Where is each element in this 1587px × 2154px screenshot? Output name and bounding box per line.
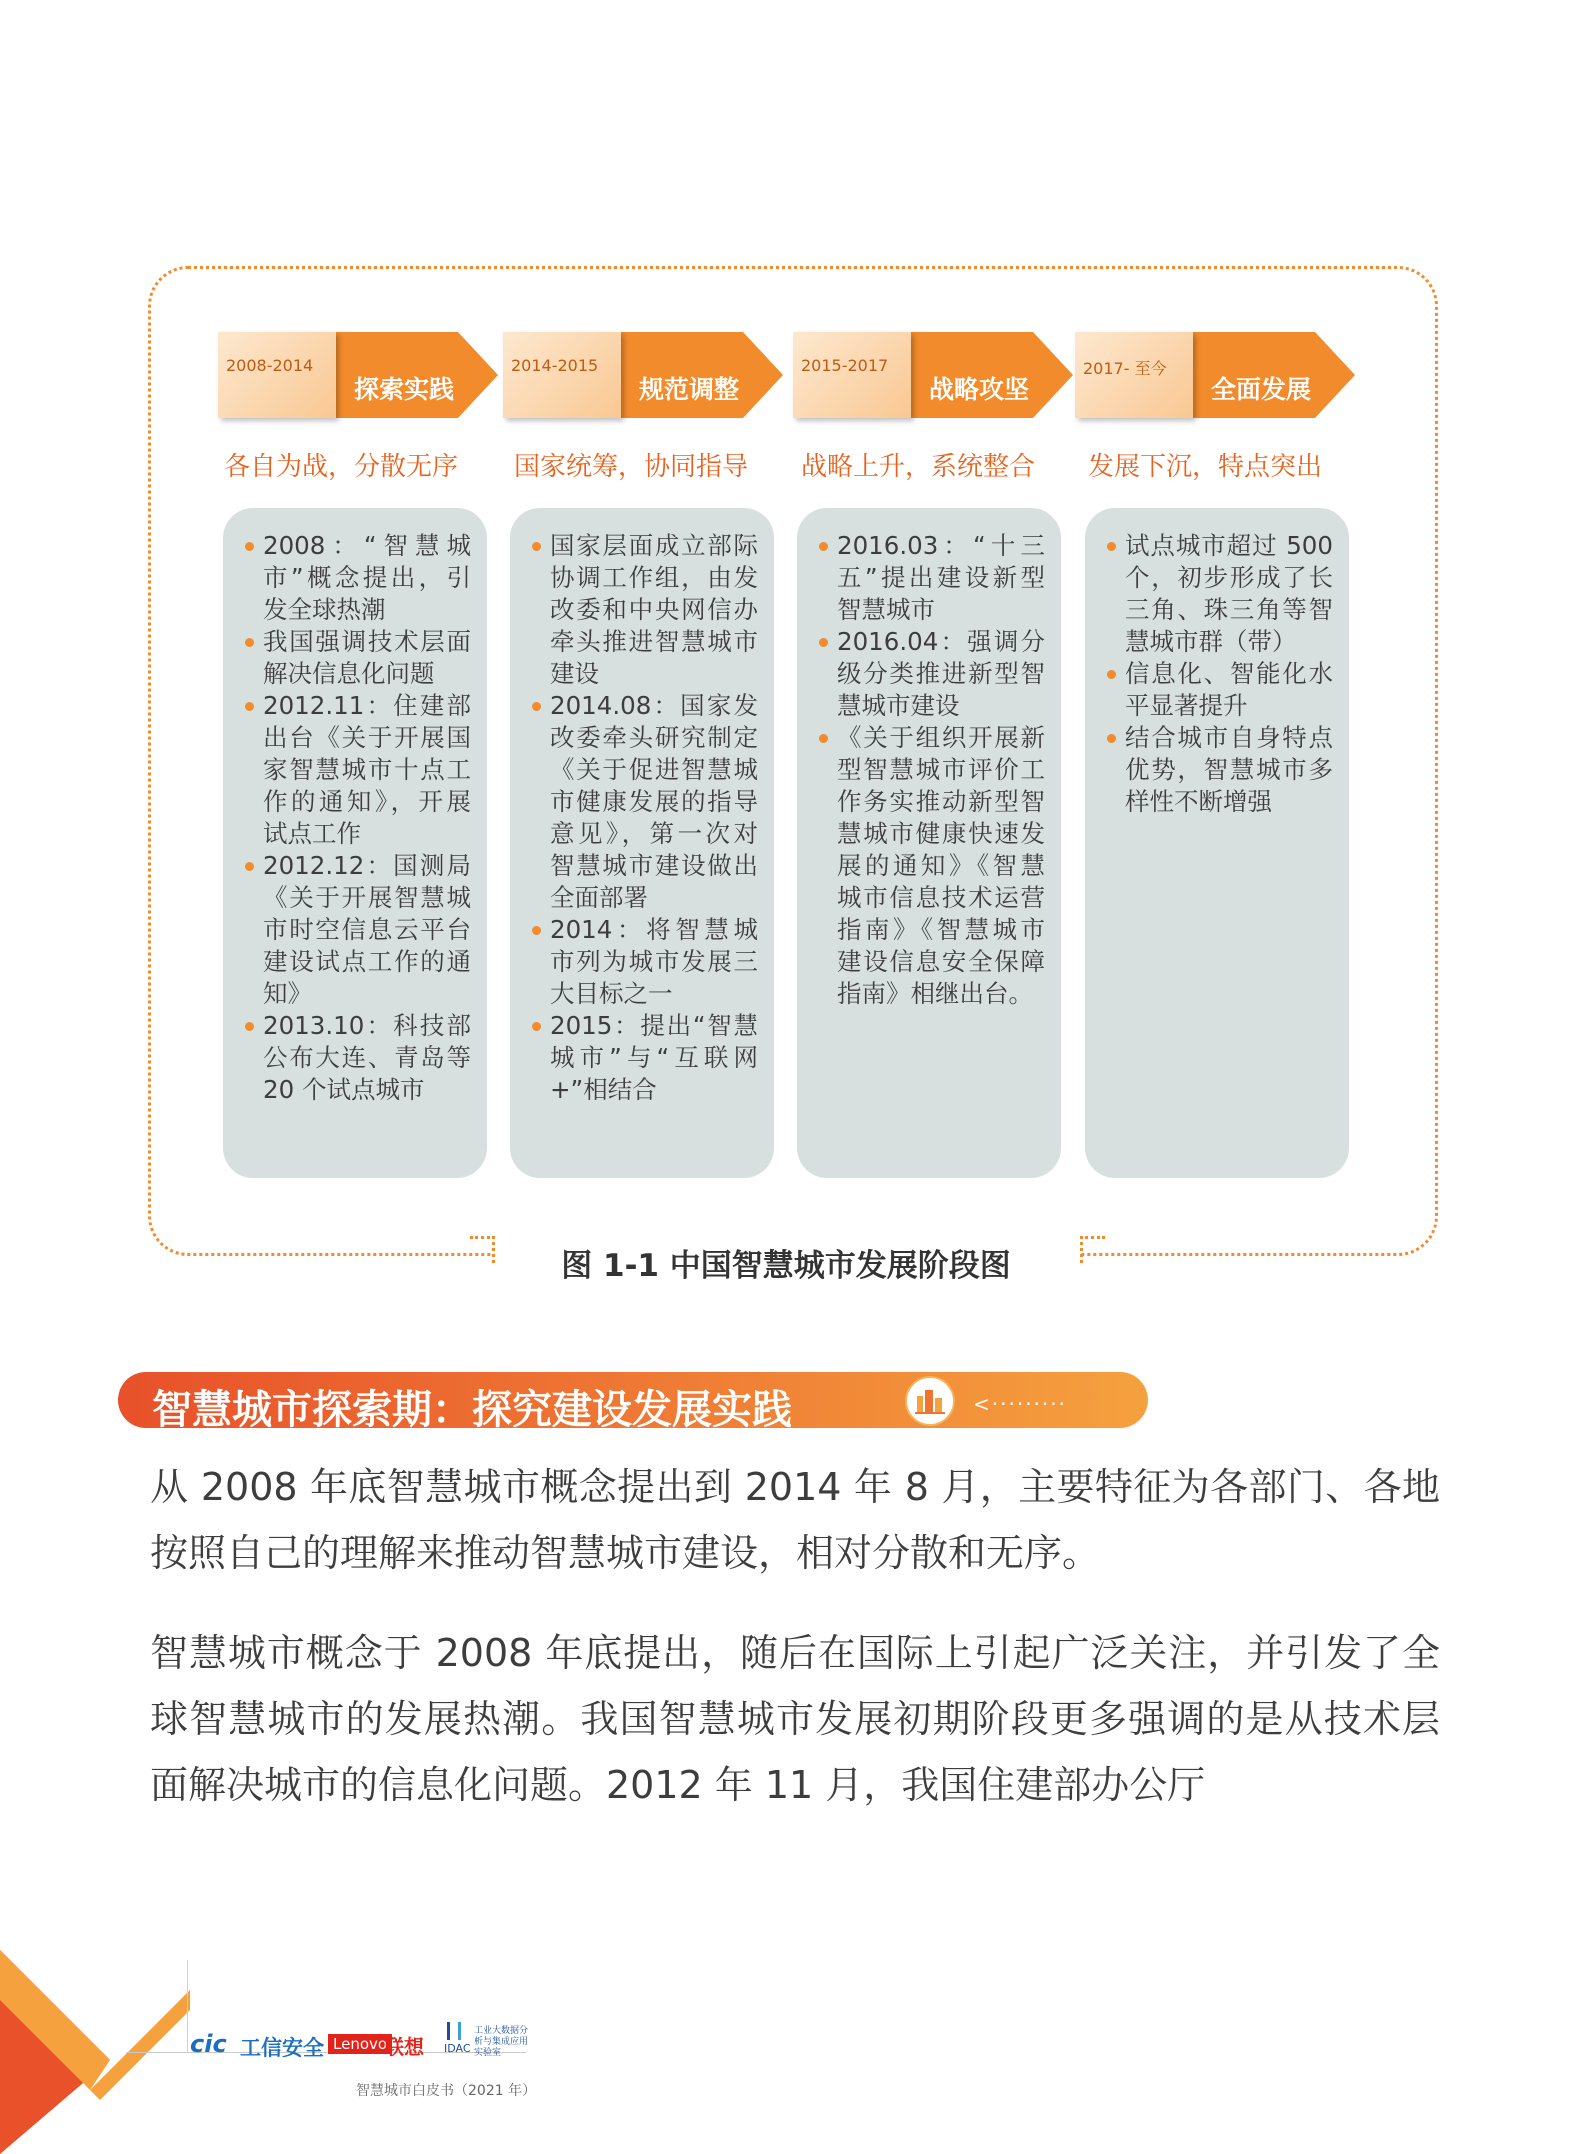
stage-years-box (218, 332, 336, 418)
stage-card-3 (797, 508, 1061, 1178)
list-item: 结合城市自身特点优势，智慧城市多样性不断增强 (1105, 722, 1333, 818)
stage-years: 2008-2014 (226, 356, 314, 375)
list-item: 2016.03：“十三五”提出建设新型智慧城市 (817, 530, 1045, 626)
lenovo-logo: Lenovo (328, 2034, 392, 2054)
stage-card-4 (1085, 508, 1349, 1178)
list-item: 信息化、智能化水平显著提升 (1105, 658, 1333, 722)
list-item: 2008：“智慧城市”概念提出，引发全球热潮 (243, 530, 471, 626)
bullet-list (817, 530, 1045, 1010)
stage-banner-2 (503, 332, 783, 418)
stage-card-2 (510, 508, 774, 1178)
page-number: 3 (146, 1985, 167, 2023)
bullet-list (530, 530, 758, 1106)
city-skyline-icon (905, 1376, 955, 1426)
frame-hook-right (1080, 1236, 1105, 1263)
stage-years: 2015-2017 (801, 356, 889, 375)
stage-banner-1 (218, 332, 498, 418)
stage-years: 2017- 至今 (1083, 359, 1167, 378)
list-item: 2014：将智慧城市列为城市发展三大目标之一 (530, 914, 758, 1010)
list-item: 2014.08：国家发改委牵头研究制定《关于促进智慧城市健康发展的指导意见》，第一次对智慧城市建设做出全面部署 (530, 690, 758, 914)
idac-logo: IDAC (444, 2042, 471, 2055)
section-title: 智慧城市探索期：探究建设发展实践 (152, 1387, 792, 1433)
list-item: 2012.11：住建部出台《关于开展国家智慧城市十点工作的通知》，开展试点工作 (243, 690, 471, 850)
list-item: 2013.10：科技部公布大连、青岛等 20 个试点城市 (243, 1010, 471, 1106)
figure-caption: 图 1-1 中国智慧城市发展阶段图 (561, 1248, 1011, 1284)
list-item: 试点城市超过 500 个，初步形成了长三角、珠三角等智慧城市群（带） (1105, 530, 1333, 658)
stage-subtitle-2: 国家统筹，协同指导 (513, 452, 748, 482)
list-item: 国家层面成立部际协调工作组，由发改委和中央网信办牵头推进智慧城市建设 (530, 530, 758, 690)
footer-divider-vertical (187, 1960, 188, 2052)
stage-years-box (503, 332, 621, 418)
stage-banner-3 (793, 332, 1073, 418)
stage-subtitle-4: 发展下沉，特点突出 (1087, 452, 1322, 482)
stage-title: 规范调整 (638, 375, 739, 404)
stage-subtitle-1: 各自为战，分散无序 (223, 452, 458, 482)
lenovo-logo-text: 联想 (384, 2035, 424, 2059)
list-item: 我国强调技术层面解决信息化问题 (243, 626, 471, 690)
stage-card-1 (223, 508, 487, 1178)
stage-years: 2014-2015 (511, 356, 599, 375)
cic-logo: cic (190, 2030, 227, 2058)
list-item: 2016.04：强调分级分类推进新型智慧城市建设 (817, 626, 1045, 722)
footer-caption: 智慧城市白皮书（2021 年） (356, 2083, 537, 2099)
stage-years-box (1075, 332, 1193, 418)
bullet-list (243, 530, 471, 1106)
idac-logo-text: 工业大数据分析与集成应用实验室 (474, 2026, 529, 2058)
body-paragraph-1: 从 2008 年底智慧城市概念提出到 2014 年 8 月，主要特征为各部门、各地按照自己的理解来推动智慧城市建设，相对分散和无序。 (150, 1465, 1440, 1575)
bullet-list (1105, 530, 1333, 818)
cic-logo-text: 工信安全 (240, 2036, 324, 2060)
stage-title: 战略攻坚 (928, 375, 1029, 404)
list-item: 《关于组织开展新型智慧城市评价工作务实推动新型智慧城市健康快速发展的通知》《智慧城市信息技术运营指南》《智慧城市建设信息安全保障指南》相继出台。 (817, 722, 1045, 1010)
list-item: 2012.12：国测局《关于开展智慧城市时空信息云平台建设试点工作的通知》 (243, 850, 471, 1010)
stage-title: 全面发展 (1210, 375, 1311, 404)
stage-subtitle-3: 战略上升，系统整合 (800, 452, 1035, 482)
dotted-arrow-icon: <········· (973, 1392, 1067, 1416)
stage-title: 探索实践 (353, 375, 454, 404)
list-item: 2015：提出“智慧城市”与“互联网 +”相结合 (530, 1010, 758, 1106)
stage-years-box (793, 332, 911, 418)
stage-banner-4 (1075, 332, 1355, 418)
section-header (118, 1372, 1148, 1433)
idac-logo-icon (447, 2022, 461, 2040)
body-paragraph-2: 智慧城市概念于 2008 年底提出，随后在国际上引起广泛关注，并引发了全球智慧城市的发展热潮。我国智慧城市发展初期阶段更多强调的是从技术层面解决城市的信息化问题。2012 年 11 月，我国住建部办公厅 (150, 1631, 1440, 1807)
